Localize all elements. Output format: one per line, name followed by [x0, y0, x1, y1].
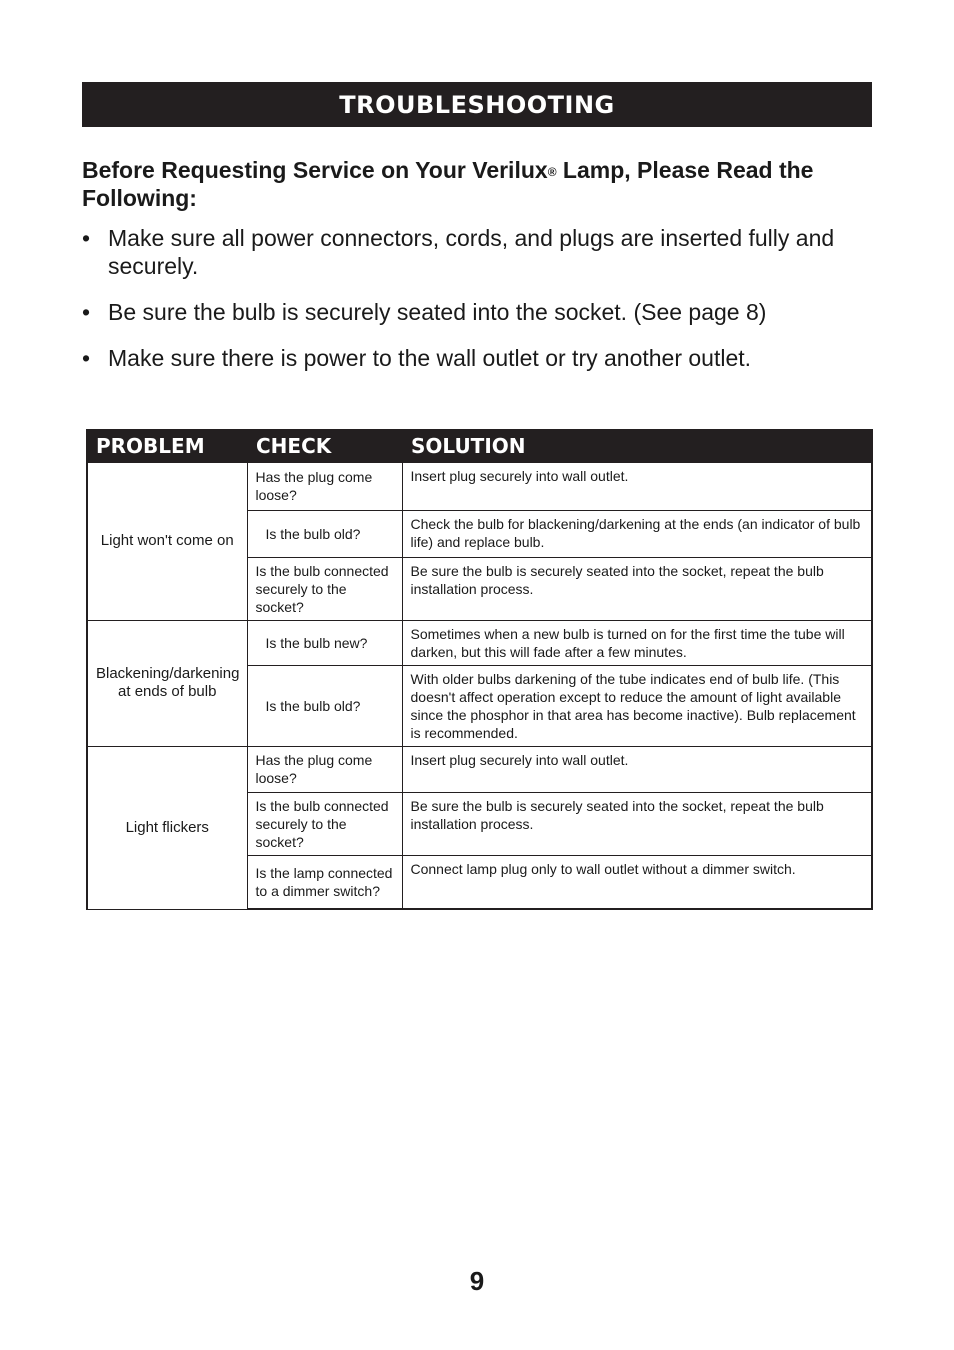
bullet-symbol: • — [82, 225, 91, 251]
check-cell: Has the plug come loose? — [247, 746, 402, 792]
registered-mark: ® — [547, 165, 557, 179]
bullet-symbol: • — [82, 345, 91, 371]
table-row — [87, 620, 872, 665]
check-cell: Is the bulb old? — [247, 510, 402, 557]
bullet-text: Make sure all power connectors, cords, and plugs are inserted fully and securely. — [108, 225, 835, 279]
bullet-text: Make sure there is power to the wall outlet or try another outlet. — [108, 345, 752, 371]
check-cell: Is the bulb connected securely to the socket? — [247, 792, 402, 855]
problem-cell: Blackening/darkening at ends of bulb — [87, 620, 247, 746]
bullet-text: Be sure the bulb is securely seated into the socket. (See page 8) — [108, 299, 767, 325]
intro-heading — [82, 156, 882, 212]
solution-cell: Connect lamp plug only to wall outlet without a dimmer switch. — [402, 855, 872, 909]
solution-cell: Check the bulb for blackening/darkening at the ends (an indicator of bulb life) and replace bulb. — [402, 510, 872, 557]
bullet-symbol: • — [82, 299, 91, 325]
troubleshooting-table — [86, 429, 873, 910]
solution-cell: Be sure the bulb is securely seated into the socket, repeat the bulb installation process. — [402, 792, 872, 855]
table-row — [87, 746, 872, 792]
section-title-bar — [82, 82, 872, 127]
check-cell: Is the bulb new? — [247, 620, 402, 665]
bullet-item — [82, 224, 872, 280]
intro-bullet-list — [82, 224, 872, 390]
header-solution: SOLUTION — [402, 430, 872, 462]
check-cell: Is the bulb connected securely to the socket? — [247, 557, 402, 620]
solution-cell: Insert plug securely into wall outlet. — [402, 746, 872, 792]
solution-cell: Be sure the bulb is securely seated into the socket, repeat the bulb installation process. — [402, 557, 872, 620]
table-header-row — [87, 430, 872, 462]
bullet-item — [82, 298, 872, 326]
problem-cell: Light flickers — [87, 746, 247, 909]
table-row — [87, 462, 872, 510]
section-title: TROUBLESHOOTING — [339, 90, 615, 119]
intro-heading-post: Lamp, Please Read the Following: — [82, 157, 814, 211]
intro-heading-pre: Before Requesting Service on Your Verilux — [82, 157, 548, 183]
solution-cell: Sometimes when a new bulb is turned on for the first time the tube will darken, but this will fade after a few minutes. — [402, 620, 872, 665]
check-cell: Has the plug come loose? — [247, 462, 402, 510]
header-check: CHECK — [247, 430, 402, 462]
bullet-item — [82, 344, 872, 372]
check-cell: Is the lamp connected to a dimmer switch? — [247, 855, 402, 909]
header-problem: PROBLEM — [87, 430, 247, 462]
solution-cell: With older bulbs darkening of the tube indicates end of bulb life. (This doesn't affect operation except to reduce the amount of light available since the phosphor in that area has become inactive). Bulb replacement is recommended. — [402, 665, 872, 746]
check-cell: Is the bulb old? — [247, 665, 402, 746]
page-number: 9 — [469, 1266, 485, 1296]
solution-cell: Insert plug securely into wall outlet. — [402, 462, 872, 510]
problem-cell: Light won't come on — [87, 462, 247, 620]
